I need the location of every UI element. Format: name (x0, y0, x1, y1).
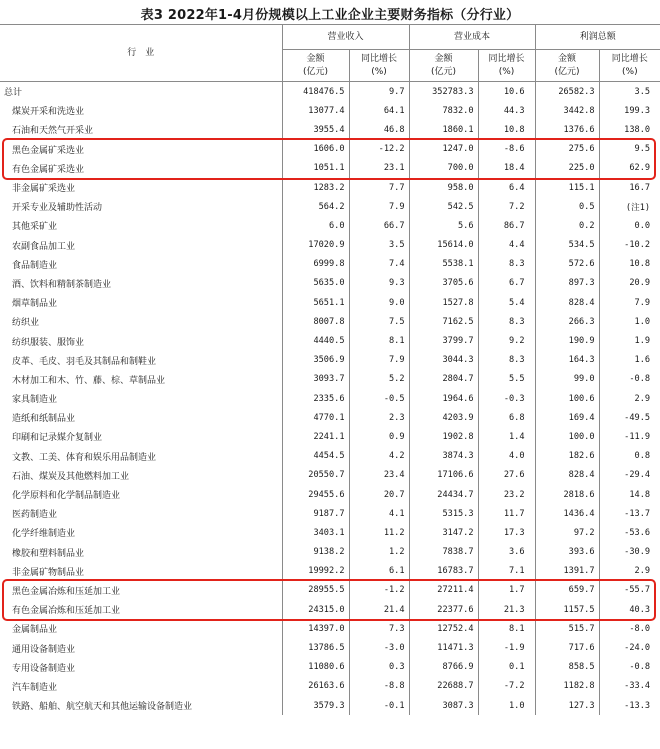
revenue-yoy-cell: 9.7 (349, 82, 409, 102)
table-row (0, 696, 660, 715)
table-row (0, 370, 660, 389)
profit-amount-cell: 828.4 (535, 466, 599, 485)
cost-amount-cell: 1860.1 (409, 120, 478, 139)
revenue-yoy-cell: 7.9 (349, 197, 409, 216)
profit-yoy-cell: -24.0 (599, 638, 660, 657)
revenue-amount-cell: 28955.5 (282, 581, 349, 600)
cost-amount-cell: 4203.9 (409, 408, 478, 427)
cost-yoy-cell: -8.6 (478, 140, 535, 159)
cost-amount-cell: 24434.7 (409, 485, 478, 504)
table-row (0, 216, 660, 235)
cost-yoy-cell: 17.3 (478, 523, 535, 542)
cost-amount-cell: 3044.3 (409, 351, 478, 370)
table-row (0, 101, 660, 120)
revenue-yoy-cell: 0.3 (349, 658, 409, 677)
revenue-header: 营业收入 (282, 25, 409, 50)
cost-amount-cell: 352783.3 (409, 82, 478, 102)
industry-name: 有色金属冶炼和压延加工业 (12, 606, 121, 617)
industry-name: 印刷和记录媒介复制业 (12, 433, 103, 444)
cost-yoy-cell: 4.0 (478, 447, 535, 466)
cost-amount-cell: 3087.3 (409, 696, 478, 715)
profit-amount-cell: 225.0 (535, 159, 599, 178)
revenue-yoy-cell: 4.2 (349, 447, 409, 466)
profit-yoy-cell: 0.0 (599, 216, 660, 235)
revenue-yoy-cell: 7.5 (349, 312, 409, 331)
industry-name: 非金属矿采选业 (12, 184, 76, 195)
industry-name: 木材加工和木、竹、藤、棕、草制品业 (12, 375, 166, 386)
revenue-amount-cell: 3506.9 (282, 351, 349, 370)
industry-name: 金属制品业 (12, 625, 58, 636)
industry-name: 农副食品加工业 (12, 241, 76, 252)
cost-yoy-cell: 7.2 (478, 197, 535, 216)
profit-amount-cell: 897.3 (535, 274, 599, 293)
table-row (0, 82, 660, 102)
table-row (0, 677, 660, 696)
industry-name: 医药制造业 (12, 510, 58, 521)
profit-amount-cell: 1436.4 (535, 504, 599, 523)
table-row (0, 236, 660, 255)
revenue-amount-cell: 13786.5 (282, 638, 349, 657)
table-row (0, 581, 660, 600)
revenue-yoy-cell: -0.5 (349, 389, 409, 408)
industry-name: 文教、工美、体育和娱乐用品制造业 (12, 452, 157, 463)
profit-amount-cell: 100.6 (535, 389, 599, 408)
industry-name: 化学原料和化学制品制造业 (12, 491, 121, 502)
table-row (0, 255, 660, 274)
cost-yoy-cell: 4.4 (478, 236, 535, 255)
revenue-yoy-cell: 23.1 (349, 159, 409, 178)
industry-name: 石油、煤炭及其他燃料加工业 (12, 471, 130, 482)
revenue-amount-cell: 14397.0 (282, 619, 349, 638)
table-row (0, 331, 660, 350)
profit-yoy-cell: 1.0 (599, 312, 660, 331)
profit-amount-cell: 266.3 (535, 312, 599, 331)
cost-yoy-cell: 1.4 (478, 427, 535, 446)
revenue-yoy-cell: 7.4 (349, 255, 409, 274)
cost-yoy-cell: 10.6 (478, 82, 535, 102)
cost-amount-cell: 7832.0 (409, 101, 478, 120)
revenue-yoy-cell: 2.3 (349, 408, 409, 427)
table-row (0, 466, 660, 485)
cost-amount-cell: 5315.3 (409, 504, 478, 523)
table-row (0, 504, 660, 523)
profit-yoy-cell: -8.0 (599, 619, 660, 638)
profit-amount-cell: 0.5 (535, 197, 599, 216)
revenue-yoy-cell: 11.2 (349, 523, 409, 542)
revenue-yoy-cell: -12.2 (349, 140, 409, 159)
cost-amount-cell: 1902.8 (409, 427, 478, 446)
revenue-amount-cell: 1283.2 (282, 178, 349, 197)
revenue-amount-cell: 29455.6 (282, 485, 349, 504)
cost-amount-cell: 15614.0 (409, 236, 478, 255)
revenue-amount-cell: 19992.2 (282, 562, 349, 581)
cost-amount-cell: 22688.7 (409, 677, 478, 696)
industry-name: 黑色金属矿采选业 (12, 145, 85, 156)
table-title: 表3 2022年1-4月份规模以上工业企业主要财务指标（分行业） (140, 8, 520, 23)
profit-yoy-cell: 14.8 (599, 485, 660, 504)
industry-name: 烟草制品业 (12, 299, 58, 310)
profit-amount-cell: 858.5 (535, 658, 599, 677)
cost-amount-cell: 7162.5 (409, 312, 478, 331)
cost-amount-cell: 1964.6 (409, 389, 478, 408)
cost-amount-cell: 16783.7 (409, 562, 478, 581)
table-row (0, 562, 660, 581)
profit-yoy-cell: 20.9 (599, 274, 660, 293)
revenue-amount-cell: 1051.1 (282, 159, 349, 178)
cost-yoy-cell: 8.3 (478, 312, 535, 331)
cost-yoy-cell: 8.3 (478, 255, 535, 274)
revenue-amount-cell: 4770.1 (282, 408, 349, 427)
table-body (0, 82, 660, 716)
profit-yoy-cell: -29.4 (599, 466, 660, 485)
cost-yoy-cell: 11.7 (478, 504, 535, 523)
profit-amount-cell: 515.7 (535, 619, 599, 638)
revenue-amount-cell: 3955.4 (282, 120, 349, 139)
profit-amount-cell: 99.0 (535, 370, 599, 389)
profit-amount-cell: 115.1 (535, 178, 599, 197)
table-row (0, 523, 660, 542)
revenue-yoy-cell: -8.8 (349, 677, 409, 696)
table-row (0, 159, 660, 178)
industry-name: 总计 (4, 88, 23, 99)
profit-yoy-cell: 1.6 (599, 351, 660, 370)
cost-yoy-cell: 44.3 (478, 101, 535, 120)
cost-amount-cell: 1247.0 (409, 140, 478, 159)
profit-yoy-cell: -53.6 (599, 523, 660, 542)
cost-yoy-cell: 6.8 (478, 408, 535, 427)
table-row (0, 408, 660, 427)
profit-amount-cell: 2818.6 (535, 485, 599, 504)
profit-amount-cell: 164.3 (535, 351, 599, 370)
industry-name: 化学纤维制造业 (12, 529, 76, 540)
cost-amount-cell: 3799.7 (409, 331, 478, 350)
profit-yoy-cell: -10.2 (599, 236, 660, 255)
profit-amount-cell: 100.0 (535, 427, 599, 446)
industry-name: 黑色金属冶炼和压延加工业 (12, 586, 121, 597)
table-row (0, 293, 660, 312)
cost-amount-cell: 22377.6 (409, 600, 478, 619)
table-row (0, 351, 660, 370)
revenue-amount-cell: 13077.4 (282, 101, 349, 120)
table-row (0, 485, 660, 504)
table-row (0, 543, 660, 562)
revenue-yoy-cell: 46.8 (349, 120, 409, 139)
revenue-yoy-cell: 9.3 (349, 274, 409, 293)
industry-name: 汽车制造业 (12, 682, 58, 693)
industry-name: 纺织服装、服饰业 (12, 337, 85, 348)
revenue-yoy-cell: 7.7 (349, 178, 409, 197)
profit-yoy-cell: -30.9 (599, 543, 660, 562)
cost-yoy-cell: -0.3 (478, 389, 535, 408)
cost-yoy-cell: 27.6 (478, 466, 535, 485)
cost-amount-cell: 700.0 (409, 159, 478, 178)
profit-yoy-cell: 1.9 (599, 331, 660, 350)
profit-yoy-cell: 16.7 (599, 178, 660, 197)
cost-yoy-cell: 8.3 (478, 351, 535, 370)
cost-yoy-cell: 7.1 (478, 562, 535, 581)
table-row (0, 638, 660, 657)
cost-amount-cell: 8766.9 (409, 658, 478, 677)
profit-amount-cell: 1157.5 (535, 600, 599, 619)
cost-amount-cell: 17106.6 (409, 466, 478, 485)
profit-yoy-cell: 0.8 (599, 447, 660, 466)
table-row (0, 619, 660, 638)
cost-header: 营业成本 (409, 25, 535, 50)
revenue-amount-cell: 3579.3 (282, 696, 349, 715)
revenue-amount-cell: 564.2 (282, 197, 349, 216)
profit-amount-cell: 190.9 (535, 331, 599, 350)
revenue-yoy-cell: 5.2 (349, 370, 409, 389)
cost-amount-cell: 2804.7 (409, 370, 478, 389)
cost-yoy-cell: -7.2 (478, 677, 535, 696)
revenue-amount-cell: 6999.8 (282, 255, 349, 274)
profit-amount-cell: 717.6 (535, 638, 599, 657)
cost-amount-cell: 3147.2 (409, 523, 478, 542)
table-row (0, 274, 660, 293)
revenue-amount-cell: 9138.2 (282, 543, 349, 562)
revenue-amount-cell: 9187.7 (282, 504, 349, 523)
revenue-yoy-cell: -0.1 (349, 696, 409, 715)
profit-amount-cell: 1376.6 (535, 120, 599, 139)
cost-yoy-cell: 3.6 (478, 543, 535, 562)
profit-yoy-header: 同比增长 (%) (599, 50, 660, 82)
profit-amount-cell: 659.7 (535, 581, 599, 600)
profit-amount-cell: 26582.3 (535, 82, 599, 102)
cost-amount-header: 金额 (亿元) (409, 50, 478, 82)
revenue-amount-cell: 3403.1 (282, 523, 349, 542)
revenue-amount-cell: 17020.9 (282, 236, 349, 255)
profit-amount-cell: 393.6 (535, 543, 599, 562)
revenue-amount-header: 金额 (亿元) (282, 50, 349, 82)
profit-yoy-cell: 9.5 (599, 140, 660, 159)
revenue-amount-cell: 3093.7 (282, 370, 349, 389)
profit-yoy-cell: 3.5 (599, 82, 660, 102)
cost-amount-cell: 5.6 (409, 216, 478, 235)
profit-amount-cell: 169.4 (535, 408, 599, 427)
cost-yoy-cell: 18.4 (478, 159, 535, 178)
profit-yoy-cell: -55.7 (599, 581, 660, 600)
revenue-amount-cell: 8007.8 (282, 312, 349, 331)
table-row (0, 600, 660, 619)
profit-amount-cell: 182.6 (535, 447, 599, 466)
industry-name: 通用设备制造业 (12, 644, 76, 655)
cost-yoy-cell: 1.0 (478, 696, 535, 715)
industry-name: 纺织业 (12, 318, 40, 329)
revenue-amount-cell: 26163.6 (282, 677, 349, 696)
profit-yoy-cell: -13.7 (599, 504, 660, 523)
revenue-yoy-cell: 66.7 (349, 216, 409, 235)
industry-name: 橡胶和塑料制品业 (12, 548, 85, 559)
industry-name: 造纸和纸制品业 (12, 414, 76, 425)
cost-yoy-cell: 5.4 (478, 293, 535, 312)
cost-yoy-cell: 0.1 (478, 658, 535, 677)
cost-amount-cell: 542.5 (409, 197, 478, 216)
cost-amount-cell: 5538.1 (409, 255, 478, 274)
cost-yoy-cell: 10.8 (478, 120, 535, 139)
cost-yoy-cell: 6.4 (478, 178, 535, 197)
cost-yoy-cell: 6.7 (478, 274, 535, 293)
industry-name: 皮革、毛皮、羽毛及其制品和制鞋业 (12, 356, 157, 367)
profit-yoy-cell: 40.3 (599, 600, 660, 619)
revenue-amount-cell: 24315.0 (282, 600, 349, 619)
industry-name: 其他采矿业 (12, 222, 58, 233)
table-header (0, 25, 660, 82)
profit-yoy-cell: -33.4 (599, 677, 660, 696)
table-row (0, 178, 660, 197)
revenue-amount-cell: 5635.0 (282, 274, 349, 293)
cost-yoy-cell: 23.2 (478, 485, 535, 504)
profit-yoy-cell: 2.9 (599, 562, 660, 581)
profit-yoy-cell: 7.9 (599, 293, 660, 312)
table-row (0, 658, 660, 677)
table-row (0, 140, 660, 159)
profit-amount-cell: 1391.7 (535, 562, 599, 581)
table-row (0, 120, 660, 139)
profit-amount-cell: 1182.8 (535, 677, 599, 696)
cost-amount-cell: 958.0 (409, 178, 478, 197)
revenue-amount-cell: 2335.6 (282, 389, 349, 408)
revenue-amount-cell: 4440.5 (282, 331, 349, 350)
profit-yoy-cell: 199.3 (599, 101, 660, 120)
profit-yoy-cell: -0.8 (599, 658, 660, 677)
revenue-yoy-cell: -1.2 (349, 581, 409, 600)
revenue-yoy-cell: 8.1 (349, 331, 409, 350)
revenue-yoy-cell: 23.4 (349, 466, 409, 485)
financial-indicators-table (0, 24, 660, 715)
profit-yoy-cell: 2.9 (599, 389, 660, 408)
revenue-yoy-cell: 6.1 (349, 562, 409, 581)
profit-amount-cell: 0.2 (535, 216, 599, 235)
revenue-amount-cell: 5651.1 (282, 293, 349, 312)
profit-yoy-cell: (注1) (599, 197, 660, 216)
profit-amount-cell: 572.6 (535, 255, 599, 274)
industry-header: 行 业 (0, 25, 282, 82)
cost-yoy-cell: 86.7 (478, 216, 535, 235)
industry-name: 有色金属矿采选业 (12, 164, 85, 175)
profit-yoy-cell: 138.0 (599, 120, 660, 139)
cost-amount-cell: 27211.4 (409, 581, 478, 600)
revenue-yoy-cell: 64.1 (349, 101, 409, 120)
profit-amount-cell: 3442.8 (535, 101, 599, 120)
profit-amount-cell: 534.5 (535, 236, 599, 255)
table-row (0, 389, 660, 408)
revenue-amount-cell: 418476.5 (282, 82, 349, 102)
industry-name: 铁路、船舶、航空航天和其他运输设备制造业 (12, 702, 193, 713)
revenue-amount-cell: 4454.5 (282, 447, 349, 466)
revenue-yoy-cell: 9.0 (349, 293, 409, 312)
revenue-yoy-cell: 20.7 (349, 485, 409, 504)
profit-yoy-cell: -49.5 (599, 408, 660, 427)
cost-yoy-cell: 9.2 (478, 331, 535, 350)
industry-name: 非金属矿物制品业 (12, 567, 85, 578)
revenue-amount-cell: 11080.6 (282, 658, 349, 677)
revenue-yoy-cell: 3.5 (349, 236, 409, 255)
profit-yoy-cell: 10.8 (599, 255, 660, 274)
profit-yoy-cell: -0.8 (599, 370, 660, 389)
industry-name: 食品制造业 (12, 260, 58, 271)
profit-amount-cell: 127.3 (535, 696, 599, 715)
cost-amount-cell: 3705.6 (409, 274, 478, 293)
revenue-amount-cell: 6.0 (282, 216, 349, 235)
industry-name: 家具制造业 (12, 395, 58, 406)
cost-amount-cell: 11471.3 (409, 638, 478, 657)
profit-amount-cell: 275.6 (535, 140, 599, 159)
revenue-yoy-cell: 21.4 (349, 600, 409, 619)
revenue-yoy-cell: 0.9 (349, 427, 409, 446)
industry-name: 开采专业及辅助性活动 (12, 203, 103, 214)
industry-name: 专用设备制造业 (12, 663, 76, 674)
profit-amount-cell: 828.4 (535, 293, 599, 312)
industry-name: 煤炭开采和洗选业 (12, 107, 85, 118)
cost-amount-cell: 3874.3 (409, 447, 478, 466)
profit-amount-cell: 97.2 (535, 523, 599, 542)
revenue-amount-cell: 2241.1 (282, 427, 349, 446)
profit-yoy-cell: -11.9 (599, 427, 660, 446)
revenue-yoy-cell: 1.2 (349, 543, 409, 562)
revenue-yoy-cell: 7.3 (349, 619, 409, 638)
profit-amount-header: 金额 (亿元) (535, 50, 599, 82)
table-row (0, 427, 660, 446)
table-row (0, 312, 660, 331)
profit-yoy-cell: 62.9 (599, 159, 660, 178)
table-row (0, 447, 660, 466)
cost-amount-cell: 1527.8 (409, 293, 478, 312)
industry-name: 石油和天然气开采业 (12, 126, 94, 137)
revenue-yoy-cell: -3.0 (349, 638, 409, 657)
profit-yoy-cell: -13.3 (599, 696, 660, 715)
revenue-yoy-header: 同比增长 (%) (349, 50, 409, 82)
cost-amount-cell: 12752.4 (409, 619, 478, 638)
cost-yoy-cell: 8.1 (478, 619, 535, 638)
revenue-amount-cell: 20550.7 (282, 466, 349, 485)
cost-yoy-cell: -1.9 (478, 638, 535, 657)
cost-yoy-cell: 5.5 (478, 370, 535, 389)
revenue-yoy-cell: 7.9 (349, 351, 409, 370)
table-row (0, 197, 660, 216)
cost-yoy-header: 同比增长 (%) (478, 50, 535, 82)
profit-header: 利润总额 (535, 25, 660, 50)
cost-yoy-cell: 1.7 (478, 581, 535, 600)
industry-name: 酒、饮料和精制茶制造业 (12, 279, 112, 290)
cost-amount-cell: 7838.7 (409, 543, 478, 562)
revenue-yoy-cell: 4.1 (349, 504, 409, 523)
revenue-amount-cell: 1606.0 (282, 140, 349, 159)
cost-yoy-cell: 21.3 (478, 600, 535, 619)
